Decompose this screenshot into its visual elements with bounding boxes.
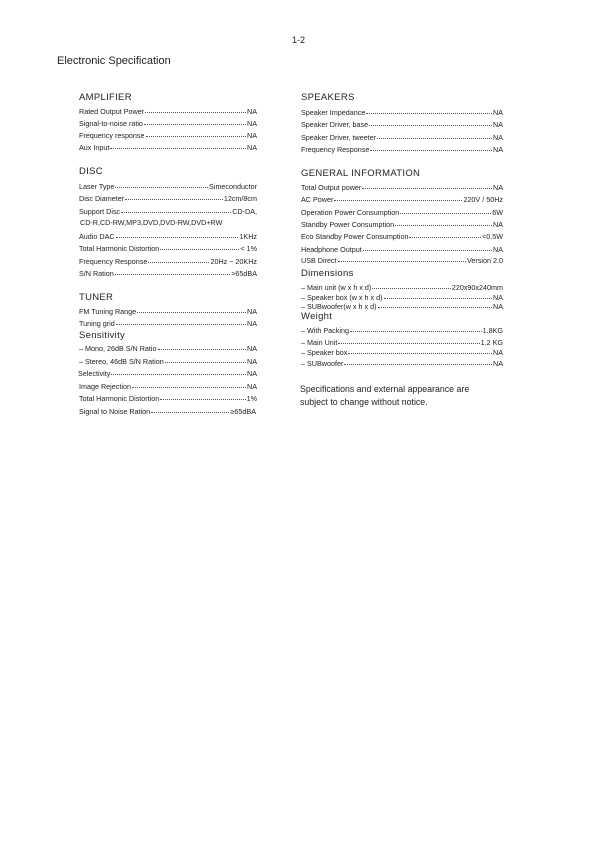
spec-label: Signal-to-noise ratio bbox=[79, 119, 143, 128]
page-title: Electronic Specification bbox=[57, 55, 171, 67]
spec-value: NA bbox=[493, 120, 503, 129]
spec-row bbox=[79, 106, 257, 117]
spec-value: NA bbox=[247, 369, 257, 378]
spec-row bbox=[301, 325, 503, 336]
spec-value: NA bbox=[247, 344, 257, 353]
disclaimer-line-2: subject to change without notice. bbox=[300, 397, 428, 407]
spec-row bbox=[301, 182, 503, 193]
spec-label: Frequency Response bbox=[79, 257, 148, 266]
spec-row bbox=[79, 243, 257, 254]
spec-value: 1% bbox=[246, 394, 257, 403]
spec-row bbox=[79, 356, 257, 367]
spec-value: NA bbox=[493, 220, 503, 229]
spec-value: NA bbox=[493, 293, 503, 302]
spec-label: Total Harmonic Distortion bbox=[79, 244, 160, 253]
spec-row bbox=[301, 255, 503, 266]
spec-label: – Speaker box bbox=[301, 348, 348, 357]
spec-row bbox=[301, 231, 503, 242]
spec-label: Speaker Impedance bbox=[301, 108, 366, 117]
spec-label: – With Packing bbox=[301, 326, 349, 335]
spec-value: NA bbox=[247, 107, 257, 116]
spec-row bbox=[79, 118, 257, 129]
spec-row bbox=[301, 107, 503, 118]
spec-value: 6W bbox=[492, 208, 503, 217]
spec-label: – Main Unit bbox=[301, 338, 338, 347]
spec-label: Image Rejection bbox=[79, 382, 131, 391]
spec-value: NA bbox=[247, 357, 257, 366]
spec-row bbox=[301, 132, 503, 143]
spec-row bbox=[79, 231, 257, 242]
spec-value: < 1% bbox=[240, 244, 257, 253]
spec-value: 220V / 50Hz bbox=[463, 195, 503, 204]
spec-label: Tuning grid bbox=[79, 319, 115, 328]
spec-label: – SUBwoofer bbox=[301, 359, 344, 368]
spec-label: – Mono, 26dB S/N Ratio bbox=[79, 344, 157, 353]
spec-value: 12cm/8cm bbox=[223, 194, 257, 203]
spec-value: NA bbox=[493, 145, 503, 154]
spec-label: Rated Output Power bbox=[79, 107, 145, 116]
spec-value: NA bbox=[247, 307, 257, 316]
spec-label: FM Tuning Range bbox=[79, 307, 137, 316]
spec-label: – Speaker box (w x h x d) bbox=[301, 293, 383, 302]
spec-label: Standby Power Consumption bbox=[301, 220, 395, 229]
spec-row bbox=[301, 119, 503, 130]
spec-row bbox=[79, 130, 257, 141]
spec-value: NA bbox=[493, 302, 503, 311]
spec-row bbox=[79, 256, 257, 267]
spec-label: Laser Type bbox=[79, 182, 115, 191]
spec-value: ≥65dBA bbox=[230, 407, 256, 416]
spec-row bbox=[79, 142, 257, 153]
speakers-heading: SPEAKERS bbox=[301, 92, 355, 103]
spec-label: – SUBwoofer(w x h x d) bbox=[301, 302, 377, 311]
spec-row bbox=[79, 406, 256, 417]
spec-value: NA bbox=[493, 133, 503, 142]
spec-value: 1.2 KG bbox=[480, 338, 503, 347]
page-number: 1-2 bbox=[292, 35, 306, 45]
spec-label: Frequency Response bbox=[301, 145, 370, 154]
spec-row bbox=[79, 393, 257, 404]
spec-label: Frequency response bbox=[79, 131, 145, 140]
spec-value: NA bbox=[493, 183, 503, 192]
spec-row bbox=[79, 343, 257, 354]
spec-row bbox=[79, 381, 257, 392]
spec-label: Disc Diameter bbox=[79, 194, 125, 203]
spec-value: CD-DA, bbox=[232, 207, 257, 216]
general-heading: GENERAL INFORMATION bbox=[301, 168, 421, 179]
spec-label: Speaker Driver, tweeter bbox=[301, 133, 377, 142]
spec-label: Support Disc bbox=[79, 207, 121, 216]
spec-value: NA bbox=[493, 245, 503, 254]
spec-value: 20Hz ~ 20KHz bbox=[210, 257, 257, 266]
spec-row bbox=[301, 144, 503, 155]
spec-label: – Stereo, 46dB S/N Ration bbox=[79, 357, 164, 366]
spec-label: S/N Ration bbox=[79, 269, 114, 278]
dimensions-heading: Dimensions bbox=[301, 268, 354, 279]
spec-value: Simeconductor bbox=[209, 182, 257, 191]
spec-value: >65dBA bbox=[231, 269, 257, 278]
spec-label: Speaker Driver, base bbox=[301, 120, 369, 129]
amplifier-heading: AMPLIFIER bbox=[79, 92, 132, 103]
disc-heading: DISC bbox=[79, 166, 103, 177]
spec-row bbox=[301, 207, 503, 218]
spec-row bbox=[79, 193, 257, 204]
spec-value: NA bbox=[247, 131, 257, 140]
spec-label: USB Direct bbox=[301, 256, 337, 265]
spec-value: 220x90x240mm bbox=[451, 283, 503, 292]
tuner-heading: TUNER bbox=[79, 292, 114, 303]
spec-row bbox=[301, 219, 503, 230]
spec-label: Total Output power bbox=[301, 183, 362, 192]
disclaimer-line-1: Specifications and external appearance are bbox=[300, 384, 470, 394]
spec-label: AC Power bbox=[301, 195, 334, 204]
spec-value: 1KHz bbox=[239, 232, 257, 241]
spec-value: 1.8KG bbox=[482, 326, 503, 335]
spec-value: Version 2.0 bbox=[467, 256, 503, 265]
spec-label: Operation Power Consumption bbox=[301, 208, 400, 217]
sensitivity-heading: Sensitivity bbox=[79, 330, 126, 341]
spec-value: NA bbox=[247, 119, 257, 128]
spec-value: NA bbox=[247, 382, 257, 391]
spec-row bbox=[79, 268, 257, 279]
spec-row bbox=[301, 358, 503, 369]
spec-row bbox=[79, 306, 257, 317]
spec-label: Headphone Output bbox=[301, 245, 362, 254]
spec-value: NA bbox=[247, 143, 257, 152]
spec-row bbox=[79, 181, 257, 192]
spec-value: NA bbox=[493, 348, 503, 357]
spec-label: Selectivity bbox=[78, 369, 111, 378]
spec-row bbox=[301, 194, 503, 205]
spec-value: NA bbox=[247, 319, 257, 328]
spec-label: – Main unit (w x h x d) bbox=[301, 283, 372, 292]
spec-row bbox=[78, 368, 257, 379]
support-disc-continued: CD-R,CD-RW,MP3,DVD,DVD-RW,DVD+RW bbox=[80, 218, 223, 227]
weight-heading: Weight bbox=[301, 311, 333, 322]
spec-value: NA bbox=[493, 108, 503, 117]
spec-label: Eco Standby Power Consumption bbox=[301, 232, 409, 241]
spec-label: Aux Input bbox=[79, 143, 110, 152]
spec-value: <0.5W bbox=[482, 232, 503, 241]
spec-value: NA bbox=[493, 359, 503, 368]
spec-label: Audio DAC bbox=[79, 232, 115, 241]
spec-label: Signal to Noise Ration bbox=[79, 407, 151, 416]
spec-row bbox=[79, 318, 257, 329]
spec-row bbox=[79, 206, 257, 217]
spec-label: Total Harmonic Distortion bbox=[79, 394, 160, 403]
